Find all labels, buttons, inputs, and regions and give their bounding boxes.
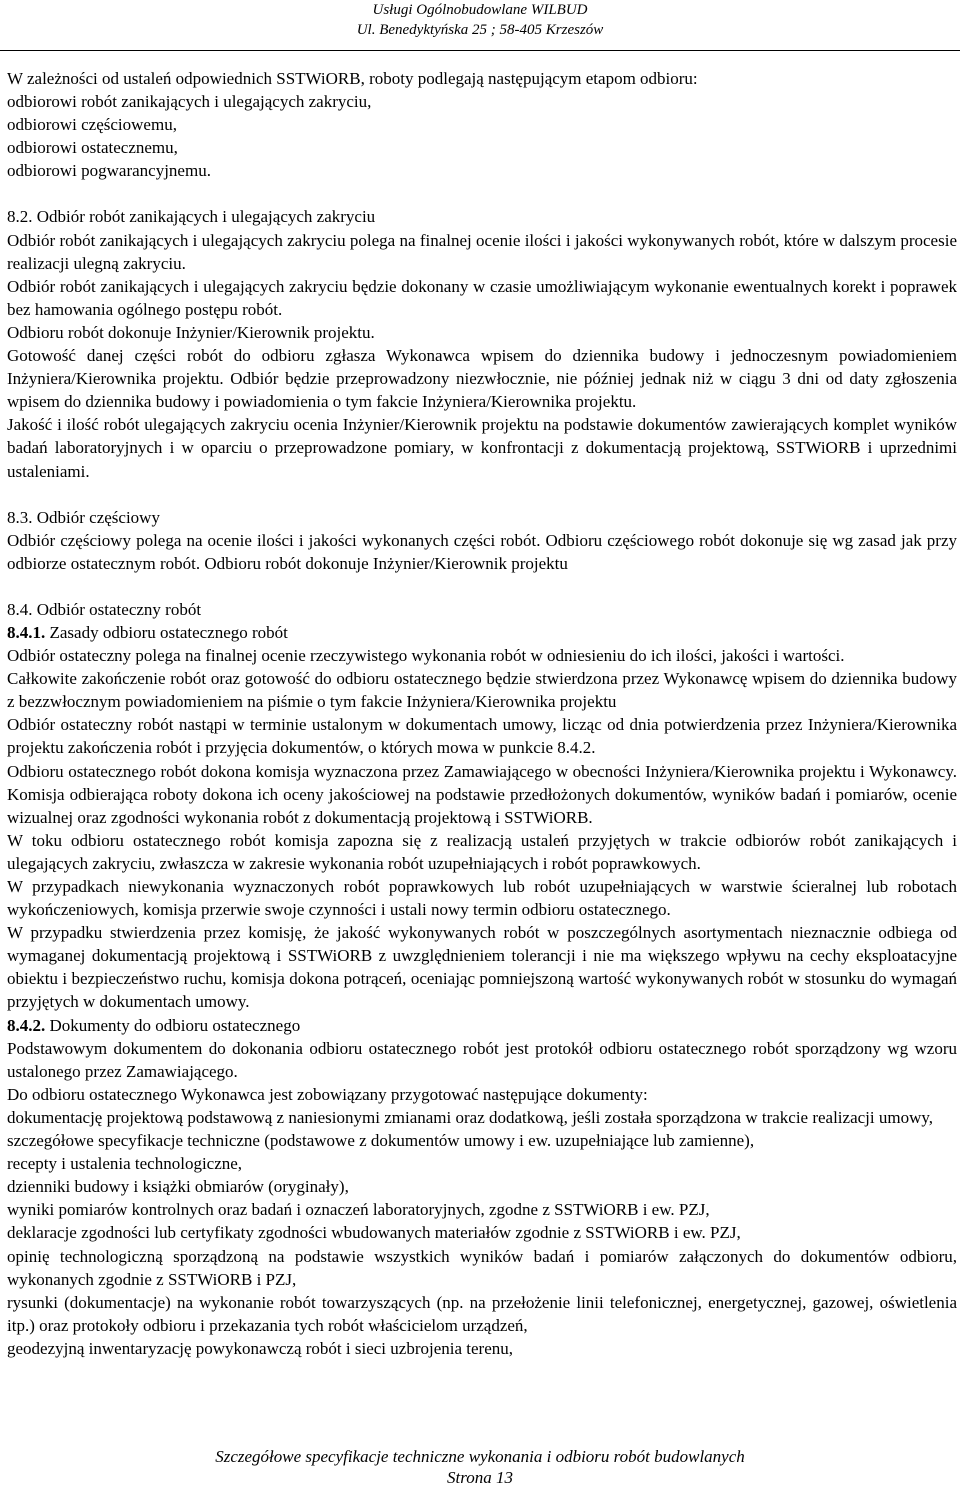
section-heading-8-2: 8.2. Odbiór robót zanikających i ulegających zakryciu xyxy=(7,207,376,227)
paragraph: Odbioru robót dokonuje Inżynier/Kierownik projektu. xyxy=(7,322,375,342)
intro-list-item: odbiorowi częściowemu, xyxy=(7,115,177,135)
document-list-item: wyniki pomiarów kontrolnych oraz badań i oznaczeń laboratoryjnych, zgodne z SSTWiORB i ew. PZJ, xyxy=(7,1200,710,1220)
subsection-number: 8.4.2. xyxy=(7,1015,46,1035)
spacer xyxy=(7,483,957,506)
intro-line: W zależności od ustaleń odpowiednich SSTWiORB, roboty podlegają następującym etapom odbioru: xyxy=(7,69,698,88)
document-list-item: geodezyjną inwentaryzację powykonawczą robót i sieci uzbrojenia terenu, xyxy=(7,1338,513,1358)
header-address: Ul. Benedyktyńska 25 ; 58-405 Krzeszów xyxy=(356,22,604,38)
paragraph: Odbioru ostatecznego robót dokona komisja wyznaczona przez Zamawiającego w obecności Inżyniera/Kierownika projektu i Wykonawcy. Komisja odbierająca roboty dokona ich oceny jakościowej na podstawie przedłożonych dokumentów, wyników badań i pomiarów, ocenie wizualnej oraz zgodności wykonania robót z dokumentacją projektową i SSTWiORB. xyxy=(7,761,957,827)
footer-title: Szczegółowe specyfikacje techniczne wykonania i odbioru robót budowlanych xyxy=(215,1447,745,1466)
document-list-item: dokumentację projektową podstawową z naniesionymi zmianami oraz dodatkową, jeśli została sporządzona w trakcie realizacji umowy, xyxy=(7,1107,934,1127)
paragraph: Całkowite zakończenie robót oraz gotowość do odbioru ostatecznego będzie stwierdzona przez Wykonawcę wpisem do dziennika budowy z bezzwłocznym powiadomieniem na piśmie o tym fakcie Inżyniera/Kierownika projektu xyxy=(7,669,957,712)
document-body xyxy=(7,67,957,1360)
paragraph: Gotowość danej części robót do odbioru zgłasza Wykonawca wpisem do dziennika budowy i jednoczesnym powiadomieniem Inżyniera/Kierownika projektu. Odbiór będzie przeprowadzony niezwłocznie, nie później jednak niż w ciągu 3 dni od daty zgłoszenia wpisem do dziennika budowy i powiadomienia o tym fakcie Inżyniera/Kierownika projektu. xyxy=(7,346,957,412)
section-heading-8-4: 8.4. Odbiór ostateczny robót xyxy=(7,599,202,619)
page-number: Strona 13 xyxy=(447,1468,513,1487)
subsection-heading-8-4-2 xyxy=(7,1014,957,1037)
page-header xyxy=(0,0,960,40)
subsection-title: Zasady odbioru ostatecznego robót xyxy=(45,622,288,642)
document-list-item: dzienniki budowy i książki obmiarów (oryginały), xyxy=(7,1177,349,1197)
paragraph: Jakość i ilość robót ulegających zakryciu ocenia Inżynier/Kierownik projektu na podstawie dokumentów zawierających komplet wyników badań laboratoryjnych i w oparciu o przeprowadzone pomiary, w konfrontacji z dokumentacją projektową, SSTWiORB i uprzednimi ustaleniami. xyxy=(7,415,957,481)
section-heading-8-3: 8.3. Odbiór częściowy xyxy=(7,507,160,527)
document-list-item: rysunki (dokumentacje) na wykonanie robót towarzyszących (np. na przełożenie linii telefonicznej, energetycznej, gazowej, oświetlenia itp.) oraz protokoły odbioru i przekazania tych robót właścicielom urządzeń, xyxy=(7,1292,957,1335)
paragraph: W przypadku stwierdzenia przez komisję, że jakość wykonywanych robót w poszczególnych asortymentach nieznacznie odbiega od wymaganej dokumentacją projektową i SSTWiORB z uwzględnieniem tolerancji i nie ma większego wpływu na cechy eksploatacyjne obiektu i bezpieczeństwo ruchu, komisja dokona potrąceń, oceniając pomniejszoną wartość wykonywanych robót w stosunku do wymagań przyjętych w dokumentach umowy. xyxy=(7,923,957,1012)
document-list-item: szczegółowe specyfikacje techniczne (podstawowe z dokumentów umowy i ew. uzupełniające lub zamienne), xyxy=(7,1131,755,1151)
spacer xyxy=(7,575,957,598)
paragraph: Odbiór ostateczny robót nastąpi w terminie ustalonym w dokumentach umowy, licząc od dnia potwierdzenia przez Inżyniera/Kierownika projektu zakończenia robót i przyjęcia dokumentów, o których mowa w punkcie 8.4.2. xyxy=(7,715,957,758)
document-list-item: recepty i ustalenia technologiczne, xyxy=(7,1154,243,1174)
paragraph: Podstawowym dokumentem do dokonania odbioru ostatecznego robót jest protokół odbioru ostatecznego robót sporządzony wg wzoru ustalonego przez Zamawiającego. xyxy=(7,1038,957,1081)
intro-list-item: odbiorowi robót zanikających i ulegających zakryciu, xyxy=(7,92,372,112)
intro-list-item: odbiorowi pogwarancyjnemu. xyxy=(7,161,211,181)
subsection-number: 8.4.1. xyxy=(7,622,46,642)
header-company: Usługi Ogólnobudowlane WILBUD xyxy=(372,2,588,18)
paragraph: W przypadkach niewykonania wyznaczonych robót poprawkowych lub robót uzupełniających w warstwie ścieralnej lub robotach wykończeniowych, komisja przerwie swoje czynności i ustali nowy termin odbioru ostatecznego. xyxy=(7,877,957,920)
paragraph: Odbiór częściowy polega na ocenie ilości i jakości wykonanych części robót. Odbioru częściowego robót dokonuje się wg zasad jak przy odbiorze ostatecznym robót. Odbioru robót dokonuje Inżynier/Kierownik projektu xyxy=(7,530,957,573)
paragraph: Odbiór robót zanikających i ulegających zakryciu będzie dokonany w czasie umożliwiającym wykonanie ewentualnych korekt i poprawek bez hamowania ogólnego postępu robót. xyxy=(7,276,957,319)
header-divider xyxy=(0,50,960,51)
document-list-item: opinię technologiczną sporządzoną na podstawie wszystkich wyników badań i pomiarów załączonych do dokumentów odbioru, wykonanych zgodnie z SSTWiORB i PZJ, xyxy=(7,1246,957,1289)
page-footer xyxy=(0,1446,960,1488)
spacer xyxy=(7,182,957,205)
paragraph: W toku odbioru ostatecznego robót komisja zapozna się z realizacją ustaleń przyjętych w trakcie odbiorów robót zanikających i ulegających zakryciu, zwłaszcza w zakresie wykonania robót uzupełniających i robót poprawkowych. xyxy=(7,830,957,873)
paragraph: Do odbioru ostatecznego Wykonawca jest zobowiązany przygotować następujące dokumenty: xyxy=(7,1084,648,1104)
subsection-title: Dokumenty do odbioru ostatecznego xyxy=(45,1015,301,1035)
document-list-item: deklaracje zgodności lub certyfikaty zgodności wbudowanych materiałów zgodnie z SSTWiORB i ew. PZJ, xyxy=(7,1223,741,1243)
paragraph: Odbiór ostateczny polega na finalnej ocenie rzeczywistego wykonania robót w odniesieniu do ich ilości, jakości i wartości. xyxy=(7,646,845,666)
paragraph: Odbiór robót zanikających i ulegających zakryciu polega na finalnej ocenie ilości i jakości wykonywanych robót, które w dalszym procesie realizacji ulegną zakryciu. xyxy=(7,230,957,273)
intro-list-item: odbiorowi ostatecznemu, xyxy=(7,138,178,158)
subsection-heading-8-4-1 xyxy=(7,621,957,644)
